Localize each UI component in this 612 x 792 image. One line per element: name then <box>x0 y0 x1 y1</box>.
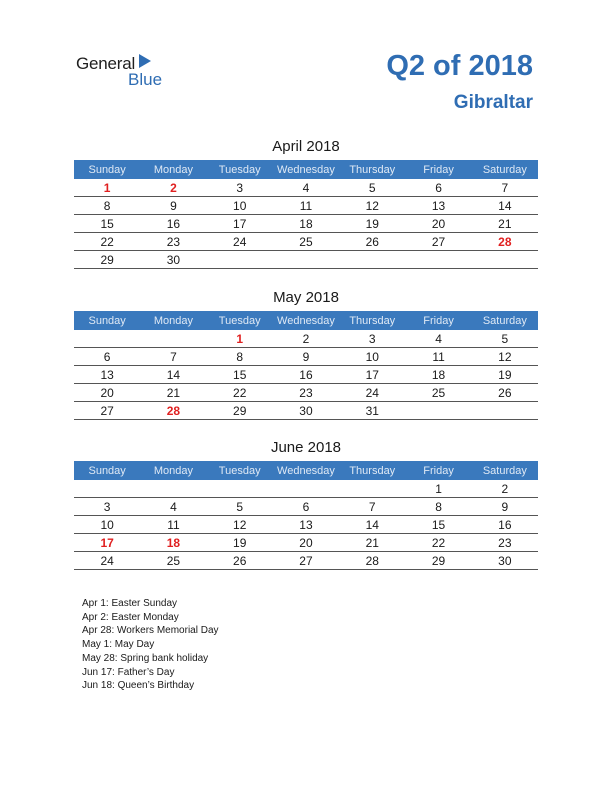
week-row <box>74 197 538 215</box>
day-cell: 5 <box>339 179 405 197</box>
day-cell: 16 <box>273 366 339 384</box>
day-cell: 10 <box>207 197 273 215</box>
weekday-header: Monday <box>140 461 206 480</box>
day-cell: 23 <box>140 233 206 251</box>
week-row <box>74 402 538 420</box>
day-cell: 26 <box>207 552 273 570</box>
day-cell: 30 <box>140 251 206 269</box>
weekday-header: Tuesday <box>207 461 273 480</box>
day-cell: 30 <box>472 552 538 570</box>
day-cell: 27 <box>273 552 339 570</box>
day-cell: 26 <box>472 384 538 402</box>
day-cell: 7 <box>339 498 405 516</box>
weekday-header: Tuesday <box>207 311 273 330</box>
day-cell: 22 <box>207 384 273 402</box>
weekday-header: Wednesday <box>273 160 339 179</box>
day-cell: 8 <box>405 498 471 516</box>
day-cell: 9 <box>472 498 538 516</box>
holiday-entry: Jun 18: Queen’s Birthday <box>82 680 195 692</box>
weekday-header: Saturday <box>472 311 538 330</box>
day-cell: 20 <box>273 534 339 552</box>
week-row <box>74 384 538 402</box>
day-cell: 17 <box>207 215 273 233</box>
day-cell <box>140 480 206 498</box>
day-cell <box>74 480 140 498</box>
holiday-day-cell: 1 <box>74 179 140 197</box>
weekday-header: Sunday <box>74 461 140 480</box>
holiday-entry: May 1: May Day <box>82 639 155 651</box>
month-grid <box>74 461 538 570</box>
day-cell: 31 <box>339 402 405 420</box>
holiday-list <box>82 597 219 693</box>
day-cell: 7 <box>472 179 538 197</box>
week-row <box>74 366 538 384</box>
day-cell: 24 <box>207 233 273 251</box>
logo-triangle-icon <box>139 54 151 68</box>
day-cell: 27 <box>74 402 140 420</box>
week-row <box>74 251 538 269</box>
weekday-header: Monday <box>140 311 206 330</box>
day-cell: 3 <box>74 498 140 516</box>
day-cell: 18 <box>273 215 339 233</box>
week-row <box>74 552 538 570</box>
day-cell <box>339 480 405 498</box>
day-cell: 6 <box>74 348 140 366</box>
week-row <box>74 534 538 552</box>
day-cell: 17 <box>339 366 405 384</box>
month-title: June 2018 <box>270 439 342 456</box>
day-cell: 29 <box>405 552 471 570</box>
logo-word-blue: Blue <box>128 70 163 89</box>
day-cell: 4 <box>140 498 206 516</box>
day-cell <box>472 251 538 269</box>
day-cell <box>405 251 471 269</box>
day-cell: 6 <box>405 179 471 197</box>
day-cell: 25 <box>140 552 206 570</box>
day-cell <box>273 480 339 498</box>
day-cell: 12 <box>472 348 538 366</box>
day-cell: 21 <box>339 534 405 552</box>
holiday-entry: Apr 28: Workers Memorial Day <box>82 625 219 637</box>
week-row <box>74 179 538 197</box>
day-cell: 30 <box>273 402 339 420</box>
day-cell: 18 <box>405 366 471 384</box>
day-cell: 3 <box>207 179 273 197</box>
day-cell: 24 <box>339 384 405 402</box>
day-cell: 13 <box>273 516 339 534</box>
page-title: Q2 of 2018 <box>386 50 533 82</box>
day-cell: 4 <box>273 179 339 197</box>
day-cell: 8 <box>207 348 273 366</box>
day-cell: 2 <box>273 330 339 348</box>
day-cell: 9 <box>140 197 206 215</box>
month-calendar <box>74 137 538 269</box>
month-calendar <box>74 288 538 420</box>
weekday-header: Saturday <box>472 461 538 480</box>
weekday-header: Friday <box>405 461 471 480</box>
day-cell: 19 <box>339 215 405 233</box>
day-cell: 7 <box>140 348 206 366</box>
weekday-header: Tuesday <box>207 160 273 179</box>
day-cell: 19 <box>207 534 273 552</box>
holiday-entry: Jun 17: Father’s Day <box>82 666 175 678</box>
weekday-header: Friday <box>405 160 471 179</box>
day-cell: 20 <box>405 215 471 233</box>
day-cell: 21 <box>140 384 206 402</box>
day-cell: 11 <box>140 516 206 534</box>
month-calendar <box>74 438 538 570</box>
day-cell <box>472 402 538 420</box>
day-cell <box>140 330 206 348</box>
day-cell: 14 <box>339 516 405 534</box>
holiday-entry: Apr 1: Easter Sunday <box>82 598 178 609</box>
month-grid <box>74 160 538 269</box>
holiday-entry: May 28: Spring bank holiday <box>82 652 209 664</box>
day-cell: 4 <box>405 330 471 348</box>
day-cell: 27 <box>405 233 471 251</box>
day-cell: 24 <box>74 552 140 570</box>
day-cell: 29 <box>74 251 140 269</box>
day-cell: 14 <box>140 366 206 384</box>
day-cell: 6 <box>273 498 339 516</box>
day-cell: 10 <box>339 348 405 366</box>
day-cell: 2 <box>472 480 538 498</box>
day-cell: 12 <box>207 516 273 534</box>
day-cell <box>339 251 405 269</box>
day-cell: 12 <box>339 197 405 215</box>
day-cell: 20 <box>74 384 140 402</box>
weekday-header: Saturday <box>472 160 538 179</box>
weekday-header: Wednesday <box>273 311 339 330</box>
country-name: Gibraltar <box>453 92 533 113</box>
day-cell: 26 <box>339 233 405 251</box>
day-cell: 16 <box>472 516 538 534</box>
week-row <box>74 498 538 516</box>
weekday-header: Monday <box>140 160 206 179</box>
weekday-header: Wednesday <box>273 461 339 480</box>
brand-logo <box>76 50 186 90</box>
logo-word-general: General <box>76 54 136 73</box>
day-cell: 15 <box>74 215 140 233</box>
day-cell <box>405 402 471 420</box>
holiday-day-cell: 1 <box>207 330 273 348</box>
day-cell: 5 <box>472 330 538 348</box>
day-cell: 25 <box>405 384 471 402</box>
holiday-day-cell: 17 <box>74 534 140 552</box>
day-cell <box>273 251 339 269</box>
day-cell <box>207 480 273 498</box>
day-cell: 23 <box>472 534 538 552</box>
day-cell: 29 <box>207 402 273 420</box>
weekday-header: Sunday <box>74 311 140 330</box>
holiday-day-cell: 2 <box>140 179 206 197</box>
day-cell: 15 <box>207 366 273 384</box>
day-cell: 8 <box>74 197 140 215</box>
day-cell: 22 <box>405 534 471 552</box>
day-cell: 23 <box>273 384 339 402</box>
day-cell: 22 <box>74 233 140 251</box>
holiday-day-cell: 18 <box>140 534 206 552</box>
holiday-entry: Apr 2: Easter Monday <box>82 611 179 623</box>
month-title: April 2018 <box>272 138 340 155</box>
day-cell: 9 <box>273 348 339 366</box>
week-row <box>74 233 538 251</box>
day-cell: 28 <box>339 552 405 570</box>
day-cell: 13 <box>74 366 140 384</box>
day-cell: 11 <box>405 348 471 366</box>
week-row <box>74 348 538 366</box>
month-grid <box>74 311 538 420</box>
day-cell <box>207 251 273 269</box>
week-row <box>74 516 538 534</box>
day-cell <box>74 330 140 348</box>
weekday-header: Friday <box>405 311 471 330</box>
day-cell: 11 <box>273 197 339 215</box>
day-cell: 14 <box>472 197 538 215</box>
week-row <box>74 215 538 233</box>
day-cell: 5 <box>207 498 273 516</box>
month-title: May 2018 <box>273 289 339 306</box>
week-row <box>74 330 538 348</box>
week-row <box>74 480 538 498</box>
day-cell: 15 <box>405 516 471 534</box>
day-cell: 13 <box>405 197 471 215</box>
weekday-header: Thursday <box>339 311 405 330</box>
day-cell: 21 <box>472 215 538 233</box>
weekday-header: Thursday <box>339 461 405 480</box>
day-cell: 16 <box>140 215 206 233</box>
holiday-day-cell: 28 <box>472 233 538 251</box>
day-cell: 25 <box>273 233 339 251</box>
holiday-day-cell: 28 <box>140 402 206 420</box>
weekday-header: Thursday <box>339 160 405 179</box>
weekday-header: Sunday <box>74 160 140 179</box>
day-cell: 19 <box>472 366 538 384</box>
day-cell: 1 <box>405 480 471 498</box>
day-cell: 3 <box>339 330 405 348</box>
day-cell: 10 <box>74 516 140 534</box>
